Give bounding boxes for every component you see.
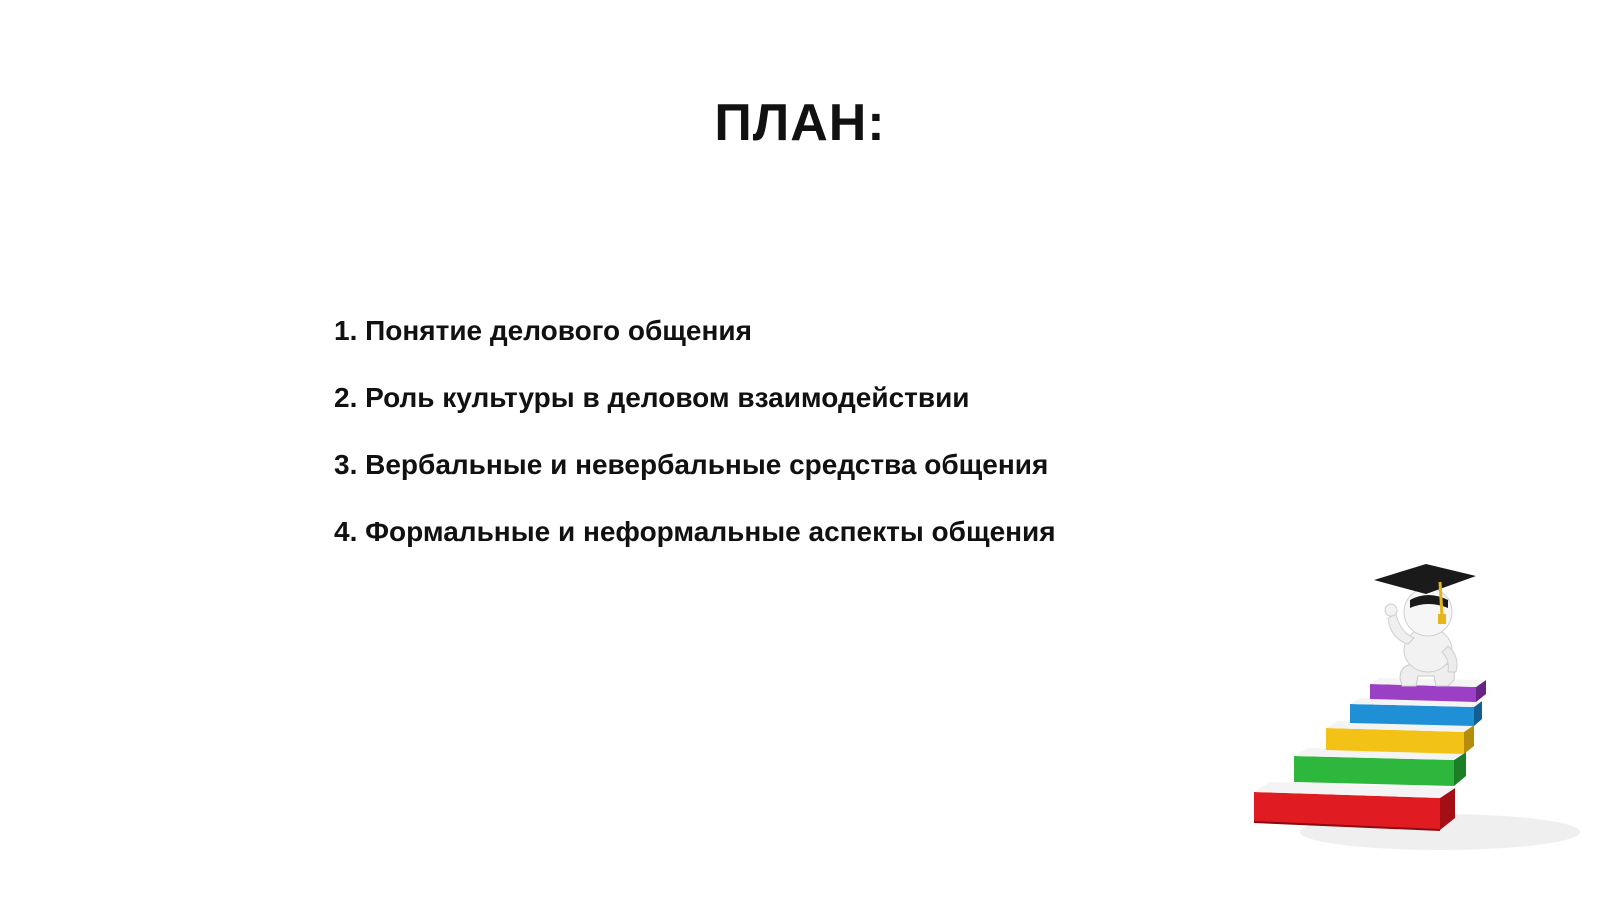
red-book-icon: [1254, 782, 1455, 830]
blue-book-icon: [1350, 698, 1482, 726]
plan-item-2: 2. Роль культуры в деловом взаимодействии: [334, 382, 970, 413]
plan-item-4: 4. Формальные и неформальные аспекты общения: [334, 516, 1056, 547]
plan-list: [334, 314, 1056, 582]
yellow-book-icon: [1326, 721, 1474, 754]
purple-book-icon: [1370, 678, 1486, 702]
plan-item-3: 3. Вербальные и невербальные средства общения: [334, 449, 1049, 480]
slide-title: ПЛАН:: [714, 94, 886, 152]
graduate-on-book-stairs-icon: [1250, 560, 1580, 870]
green-book-icon: [1294, 748, 1466, 786]
plan-item-1: 1. Понятие делового общения: [334, 315, 752, 346]
figure-icon: [1374, 564, 1476, 686]
